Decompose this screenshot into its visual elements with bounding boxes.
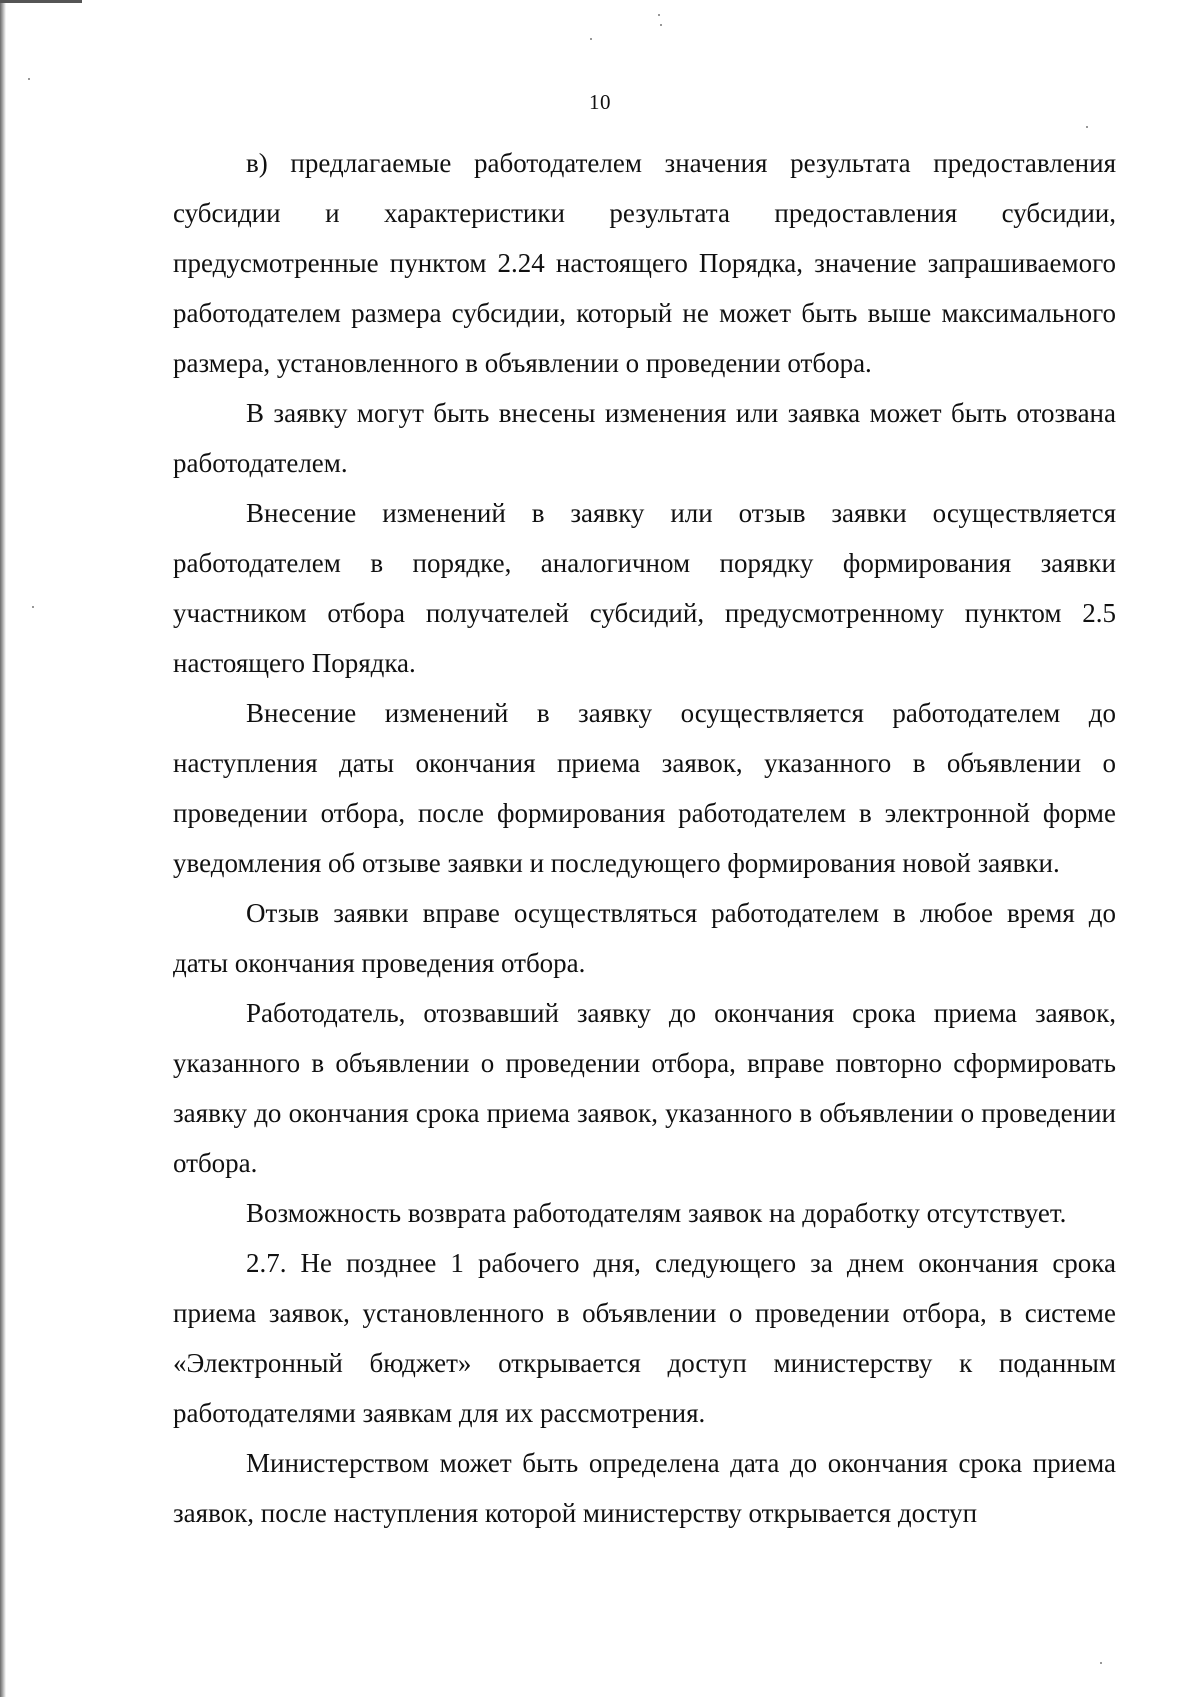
paragraph-change-deadline: Внесение изменений в заявку осуществляется работодателем до наступления даты окончания приема заявок, указанного в объявлении о проведении отбора, после формирования работодателем в электронной форме уведомления об отзыве заявки и последующего формирования новой заявки.	[173, 698, 1116, 878]
paragraph-subsidy-values: в) предлагаемые работодателем значения результата предоставления субсидии и характеристики результата предоставления субсидии, предусмотренные пунктом 2.24 настоящего Порядка, значение запрашиваемого работодателем размера субсидии, который не может быть выше максимального размера, установленного в объявлении о проведении отбора.	[173, 148, 1116, 378]
document-body	[173, 138, 1116, 1538]
paragraph-change-procedure: Внесение изменений в заявку или отзыв заявки осуществляется работодателем в порядке, аналогичном порядку формирования заявки участником отбора получателей субсидий, предусмотренному пунктом 2.5 настоящего Порядка.	[173, 498, 1116, 678]
paragraph-no-return: Возможность возврата работодателям заявок на доработку отсутствует.	[246, 1198, 1067, 1228]
scan-speck	[590, 38, 592, 40]
paragraph-application-changes: В заявку могут быть внесены изменения или заявка может быть отозвана работодателем.	[173, 398, 1116, 478]
paragraph-clause-2-7: 2.7. Не позднее 1 рабочего дня, следующего за днем окончания срока приема заявок, установленного в объявлении о проведении отбора, в системе «Электронный бюджет» открывается доступ министерству к поданным работодателями заявкам для их рассмотрения.	[173, 1248, 1116, 1428]
scan-speck	[1100, 1662, 1102, 1664]
scan-left-edge	[0, 0, 8, 1697]
scan-speck	[1086, 126, 1088, 128]
paragraph-withdrawal: Отзыв заявки вправе осуществляться работодателем в любое время до даты окончания проведения отбора.	[173, 898, 1116, 978]
scan-speck	[28, 78, 30, 80]
page-number: 10	[589, 90, 611, 114]
paragraph-ministry-access: Министерством может быть определена дата до окончания срока приема заявок, после наступления которой министерству открывается доступ	[173, 1448, 1116, 1528]
paragraph-resubmission: Работодатель, отозвавший заявку до окончания срока приема заявок, указанного в объявлении о проведении отбора, вправе повторно сформировать заявку до окончания срока приема заявок, указанного в объявлении о проведении отбора.	[173, 998, 1116, 1178]
scan-top-mark	[0, 0, 82, 3]
scan-speck	[32, 606, 34, 608]
scan-speck	[660, 24, 662, 26]
scan-speck	[658, 14, 660, 16]
